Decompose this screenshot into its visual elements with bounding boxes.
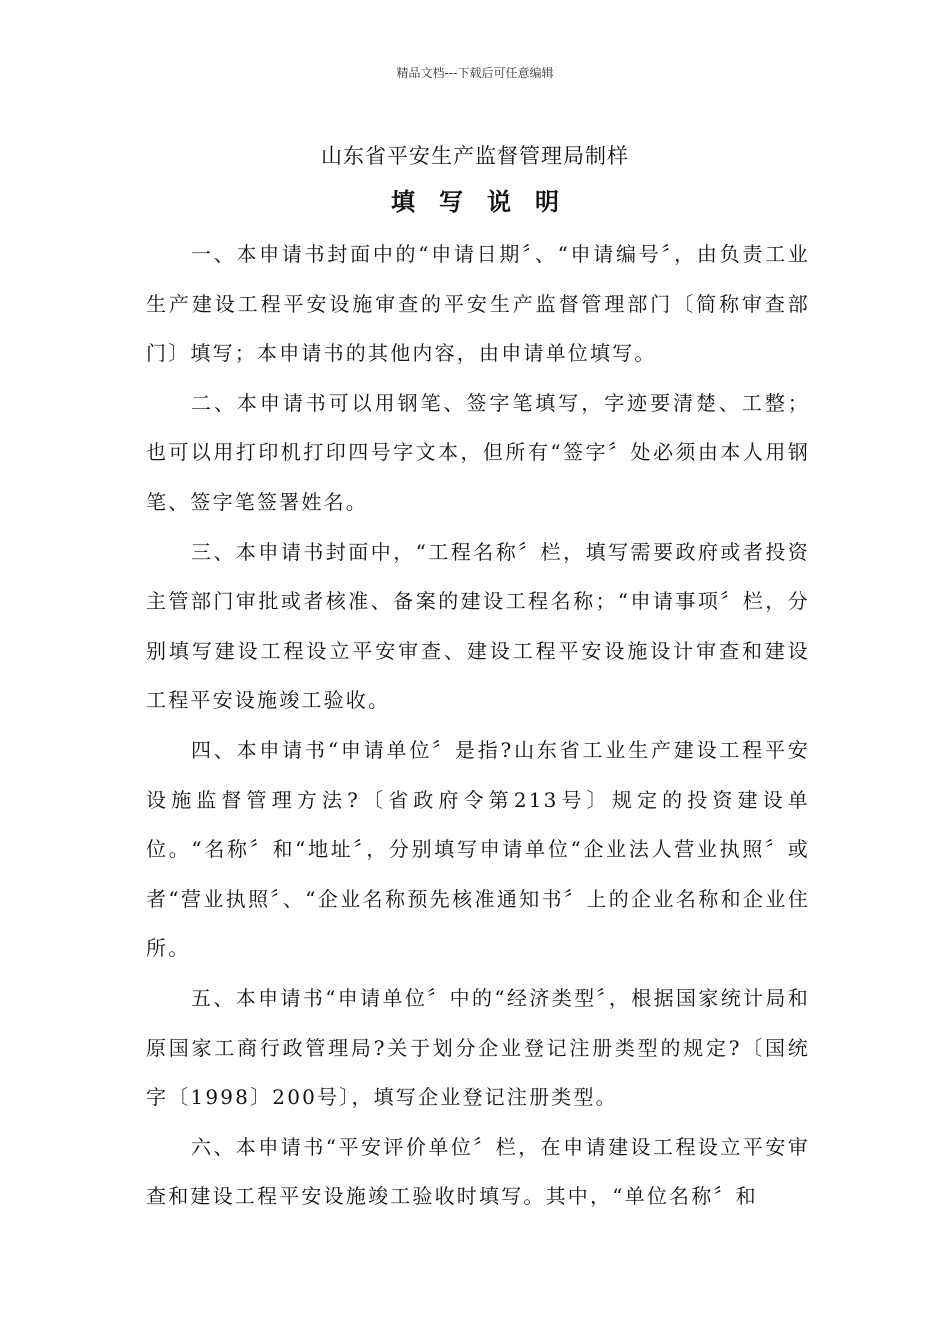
instructions-body bbox=[146, 230, 810, 1222]
paragraph-6: 六、本申请书“平安评价单位〞栏，在申请建设工程设立平安审查和建设工程平安设施竣工验收时填写。其中，“单位名称〞和 bbox=[146, 1134, 810, 1209]
document-subtitle: 填写说明 bbox=[391, 188, 583, 216]
paragraph-1: 一、本申请书封面中的“申请日期〞、“申请编号〞，由负责工业生产建设工程平安设施审查的平安生产监督管理部门〔简称审查部门〕填写；本申请书的其他内容，由申请单位填写。 bbox=[146, 242, 810, 366]
document-title: 山东省平安生产监督管理局制样 bbox=[321, 144, 629, 168]
paragraph-3: 三、本申请书封面中，“工程名称〞栏，填写需要政府或者投资主管部门审批或者核准、备案的建设工程名称；“申请事项〞栏，分别填写建设工程设立平安审查、建设工程平安设施设计审查和建设工程平安设施竣工验收。 bbox=[146, 539, 810, 713]
paragraph-5: 五、本申请书“申请单位〞中的“经济类型〞，根据国家统计局和原国家工商行政管理局?关于划分企业登记注册类型的规定?〔国统字〔1998〕200号〕，填写企业登记注册类型。 bbox=[146, 985, 810, 1110]
paragraph-4: 四、本申请书“申请单位〞是指?山东省工业生产建设工程平安设施监督管理方法?〔省政府令第213号〕规定的投资建设单位。“名称〞和“地址〞，分别填写申请单位“企业法人营业执照〞或者“营业执照〞、“企业名称预先核准通知书〞上的企业名称和企业住所。 bbox=[146, 737, 810, 961]
paragraph-2: 二、本申请书可以用钢笔、签字笔填写，字迹要清楚、工整；也可以用打印机打印四号字文本，但所有“签字〞处必须由本人用钢笔、签字笔签署姓名。 bbox=[146, 390, 810, 514]
header-note: 精品文档---下载后可任意编辑 bbox=[396, 66, 554, 80]
